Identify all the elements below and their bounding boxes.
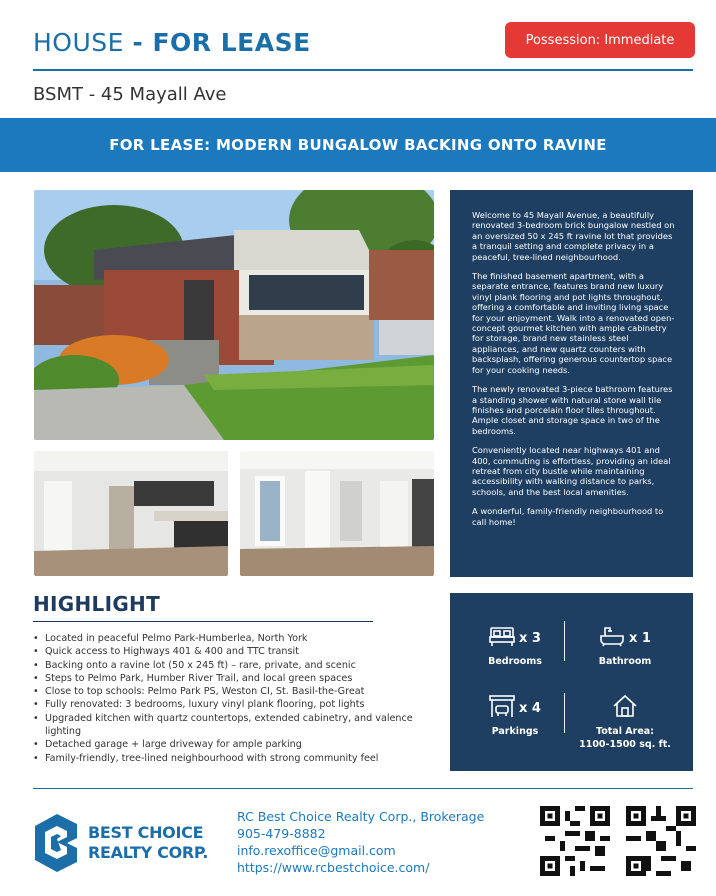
area-label: Total Area:: [596, 726, 654, 737]
possession-badge: Possession: Immediate: [505, 22, 695, 58]
qr-code-listing[interactable]: [626, 806, 696, 876]
parkings-count: x 4: [519, 700, 541, 716]
highlight-item: • Upgraded kitchen with quartz countertops, extended cabinetry, and valence lighting: [33, 712, 433, 739]
kitchen-photo: [34, 451, 228, 576]
footer-divider: [33, 788, 693, 789]
email-address[interactable]: info.rexoffice@gmail.com: [237, 843, 396, 858]
phone-number[interactable]: 905-479-8882: [237, 826, 326, 841]
highlight-item: • Fully renovated: 3 bedrooms, luxury vinyl plank flooring, pot lights: [33, 698, 433, 711]
page-title: [33, 28, 311, 57]
living-room-photo: [240, 451, 434, 576]
bathtub-icon: [599, 625, 625, 651]
highlight-item: • Backing onto a ravine lot (50 x 245 ft) – rare, private, and scenic: [33, 659, 433, 672]
contact-block: [237, 808, 484, 876]
company-logo: [33, 812, 79, 878]
highlight-item: • Close to top schools: Pelmo Park PS, Weston CI, St. Basil-the-Great: [33, 685, 433, 698]
stat-bathroom: [570, 623, 680, 668]
highlight-divider: [33, 621, 373, 622]
stat-divider: [564, 693, 565, 733]
garage-icon: [489, 694, 515, 722]
logo-wordmark: [88, 823, 208, 863]
stat-divider: [564, 621, 565, 661]
logo-line1: BEST CHOICE: [88, 823, 204, 842]
bedrooms-label: Bedrooms: [488, 656, 542, 667]
property-address: BSMT - 45 Mayall Ave: [33, 84, 227, 105]
bathroom-label: Bathroom: [598, 656, 652, 667]
house-icon: [612, 694, 638, 722]
website-link[interactable]: https://www.rcbestchoice.com/: [237, 860, 430, 875]
parkings-label: Parkings: [491, 726, 539, 737]
highlight-item: • Detached garage + large driveway for ample parking: [33, 738, 433, 751]
title-bold: - FOR LEASE: [132, 28, 311, 57]
highlight-item: • Steps to Pelmo Park, Humber River Trail, and local green spaces: [33, 672, 433, 685]
stats-panel: [450, 593, 693, 771]
brokerage-name: RC Best Choice Realty Corp., Brokerage: [237, 809, 485, 824]
highlight-list: [33, 632, 433, 765]
highlight-item: • Family-friendly, tree-lined neighbourhood with strong community feel: [33, 752, 433, 765]
bedrooms-count: x 3: [519, 630, 541, 646]
highlight-title: HIGHLIGHT: [33, 592, 161, 616]
qr-code-website[interactable]: [540, 806, 610, 876]
stat-area: [570, 693, 680, 751]
description-paragraph: Conveniently located near highways 401 and 400, commuting is effortless, providing an ideal retreat from city bustle while maintaining accessibility with walking distance to parks, schools, and the best local amenities.: [472, 445, 671, 497]
highlight-item: • Quick access to Highways 401 & 400 and TTC transit: [33, 645, 433, 658]
stat-bedrooms: [460, 623, 570, 668]
header-divider: [33, 69, 693, 71]
logo-line2: REALTY CORP.: [88, 843, 209, 862]
stat-parkings: [460, 693, 570, 738]
bathroom-count: x 1: [629, 630, 651, 646]
bed-icon: [489, 625, 515, 651]
lease-banner: FOR LEASE: MODERN BUNGALOW BACKING ONTO RAVINE: [0, 118, 716, 172]
highlight-item: • Located in peaceful Pelmo Park-Humberlea, North York: [33, 632, 433, 645]
description-paragraph: Welcome to 45 Mayall Avenue, a beautifully renovated 3-bedroom brick bungalow nestled on an oversized 50 x 245 ft ravine lot that provides a tranquil setting and complete privacy in a peaceful, tree-lined neighbourhood.: [472, 210, 675, 262]
description-paragraph: A wonderful, family-friendly neighbourhood to call home!: [472, 506, 664, 527]
exterior-photo: [34, 190, 434, 440]
title-prefix: HOUSE: [33, 28, 133, 57]
description-paragraph: The finished basement apartment, with a separate entrance, features brand new luxury vinyl plank flooring and pot lights throughout, offering a comfortable and inviting living space for your enjoyment. Walk into a renovated open-concept gourmet kitchen with ample cabinetry for storage, brand new stainless steel appliances, and new quartz counters with backsplash, offering generous countertop space for your cooking needs.: [472, 271, 675, 375]
area-value: 1100-1500 sq. ft.: [579, 739, 671, 750]
description-paragraph: The newly renovated 3-piece bathroom features a standing shower with natural stone wall tile finishes and porcelain floor tiles throughout. Ample closet and storage space in two of the bedrooms.: [472, 384, 673, 436]
description-panel: [450, 190, 693, 577]
